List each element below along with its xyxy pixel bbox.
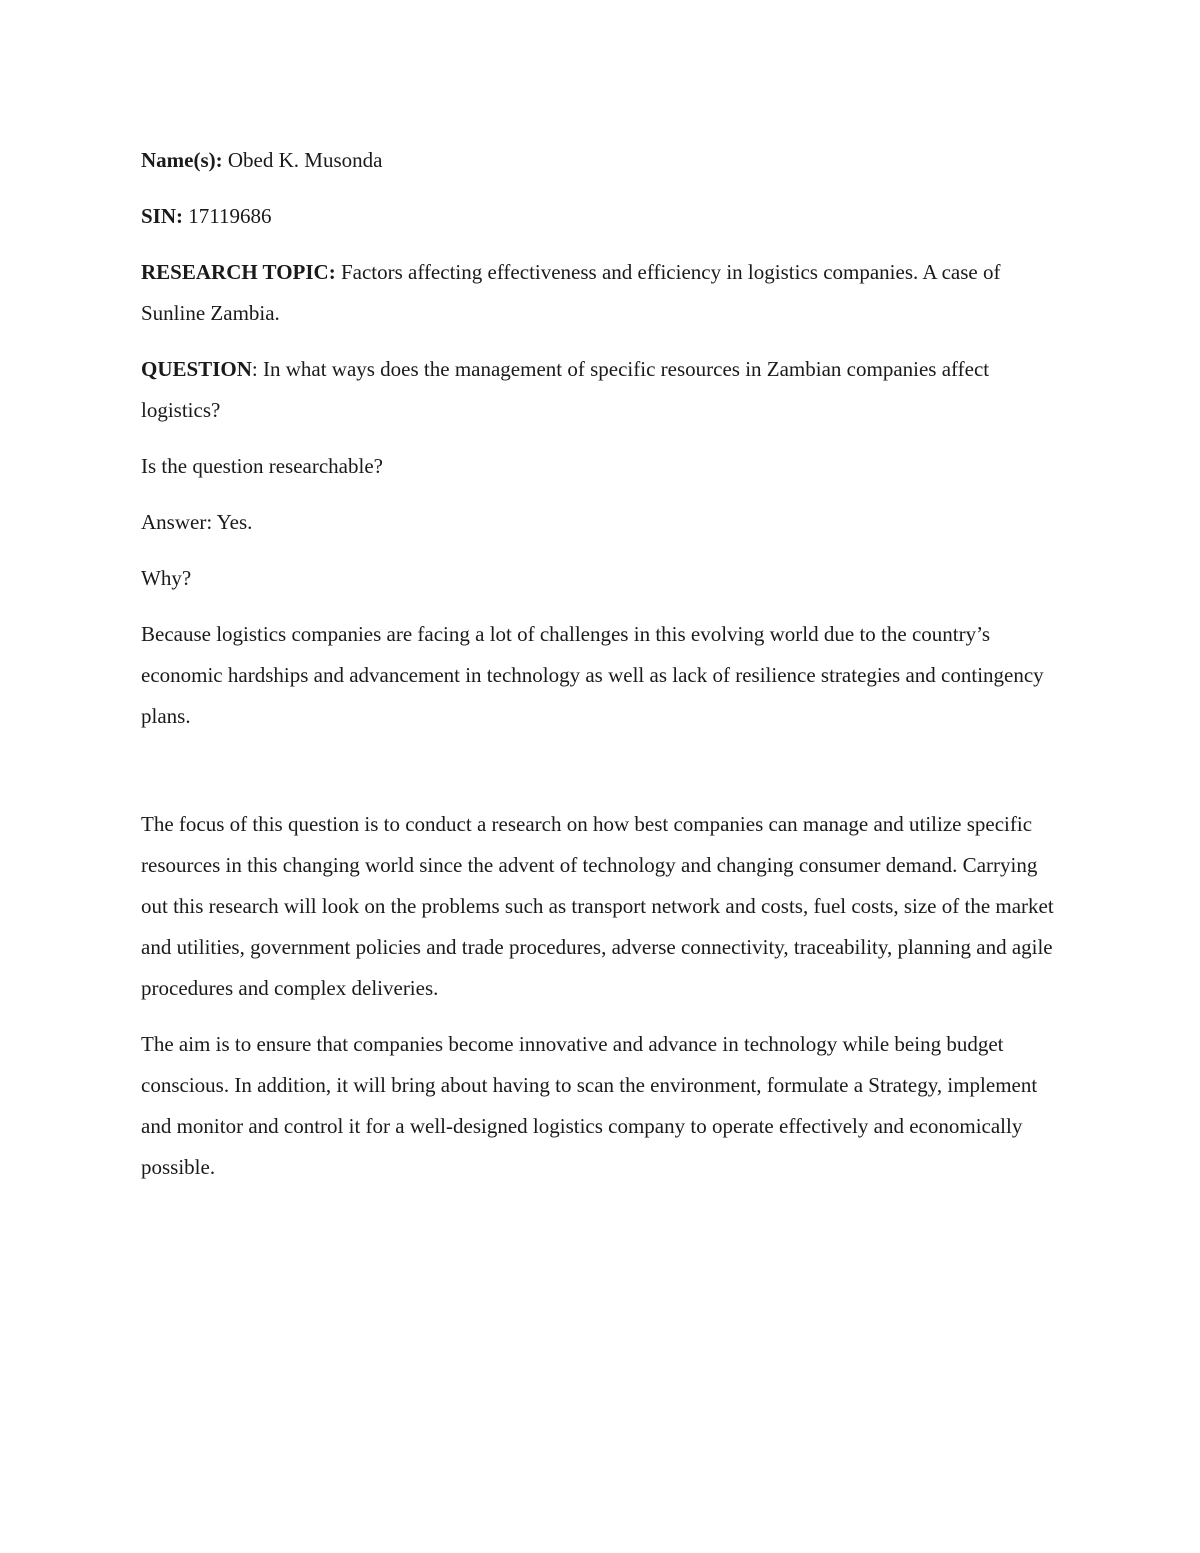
name-line: [141, 140, 1061, 181]
question-value: : In what ways does the management of specific resources in Zambian companies affect logistics?: [141, 357, 990, 422]
document-page: [141, 140, 1061, 1203]
sin-label: SIN:: [141, 204, 184, 228]
focus-paragraph: The focus of this question is to conduct a research on how best companies can manage and utilize specific resources in this changing world since the advent of technology and changing consumer demand. Carrying out this research will look on the problems such as transport network and costs, fuel costs, size of the market and utilities, government policies and trade procedures, adverse connectivity, traceability, planning and agile procedures and complex deliveries.: [141, 812, 1054, 1000]
researchable-question: Is the question researchable?: [141, 454, 383, 478]
name-label: Name(s):: [141, 148, 223, 172]
why-line: Why?: [141, 566, 192, 590]
research-topic-line: [141, 252, 1061, 334]
because-paragraph: Because logistics companies are facing a lot of challenges in this evolving world due to the country’s economic hardships and advancement in technology as well as lack of resilience strategies and contingency plans.: [141, 622, 1044, 728]
name-value: Obed K. Musonda: [222, 148, 383, 172]
answer-line: Answer: Yes.: [141, 510, 253, 534]
sin-value: 17119686: [183, 204, 272, 228]
research-topic-value: Factors affecting effectiveness and efficiency in logistics companies. A case of Sunline Zambia.: [141, 260, 1001, 325]
aim-paragraph: The aim is to ensure that companies become innovative and advance in technology while being budget conscious. In addition, it will bring about having to scan the environment, formulate a Strategy, implement and monitor and control it for a well-designed logistics company to operate effectively and economically possible.: [141, 1032, 1038, 1179]
sin-line: [141, 196, 1061, 237]
question-line: [141, 349, 1061, 431]
question-label: QUESTION: [141, 357, 252, 381]
research-topic-label: RESEARCH TOPIC:: [141, 260, 336, 284]
